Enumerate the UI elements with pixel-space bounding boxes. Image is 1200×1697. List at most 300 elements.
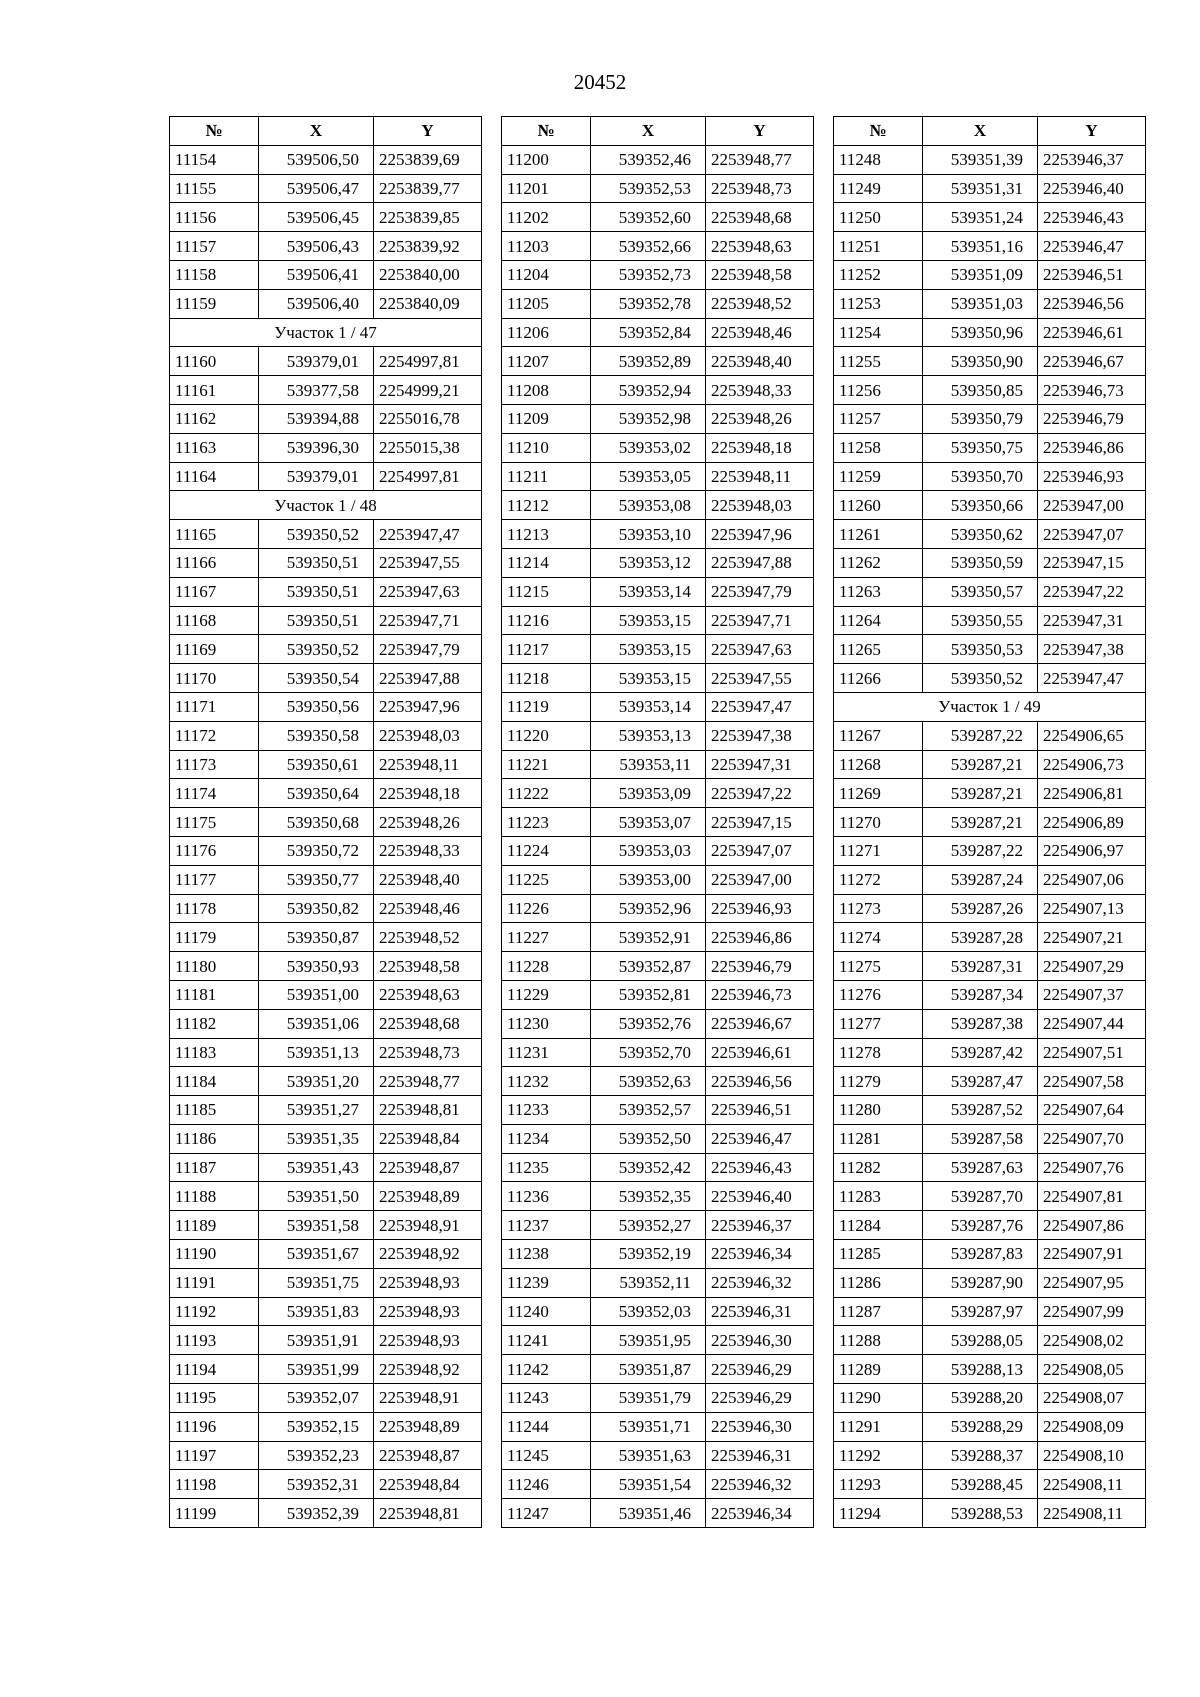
- header-x: X: [259, 117, 374, 146]
- y-coordinate-cell: 2254907,86: [1038, 1211, 1146, 1240]
- x-coordinate-cell: 539350,59: [923, 548, 1038, 577]
- x-coordinate-cell: 539351,46: [591, 1499, 706, 1528]
- table-row: [834, 203, 1146, 232]
- table-row: [170, 1412, 482, 1441]
- table-row: [170, 1096, 482, 1125]
- point-number-cell: 11220: [502, 721, 591, 750]
- x-coordinate-cell: 539352,07: [259, 1384, 374, 1413]
- point-number-cell: 11237: [502, 1211, 591, 1240]
- x-coordinate-cell: 539351,54: [591, 1470, 706, 1499]
- y-coordinate-cell: 2253946,47: [1038, 232, 1146, 261]
- header-number: №: [170, 117, 259, 146]
- point-number-cell: 11267: [834, 721, 923, 750]
- x-coordinate-cell: 539351,67: [259, 1240, 374, 1269]
- y-coordinate-cell: 2253948,87: [374, 1153, 482, 1182]
- x-coordinate-cell: 539352,60: [591, 203, 706, 232]
- y-coordinate-cell: 2254907,91: [1038, 1240, 1146, 1269]
- x-coordinate-cell: 539350,52: [923, 664, 1038, 693]
- x-coordinate-cell: 539352,89: [591, 347, 706, 376]
- table-row: [502, 462, 814, 491]
- table-row: [834, 145, 1146, 174]
- table-row: [170, 1268, 482, 1297]
- table-row: [834, 260, 1146, 289]
- x-coordinate-cell: 539379,01: [259, 462, 374, 491]
- y-coordinate-cell: 2253946,31: [706, 1441, 814, 1470]
- x-coordinate-cell: 539287,21: [923, 808, 1038, 837]
- point-number-cell: 11232: [502, 1067, 591, 1096]
- table-row: [170, 260, 482, 289]
- y-coordinate-cell: 2253947,55: [374, 548, 482, 577]
- x-coordinate-cell: 539351,20: [259, 1067, 374, 1096]
- point-number-cell: 11255: [834, 347, 923, 376]
- y-coordinate-cell: 2253839,92: [374, 232, 482, 261]
- x-coordinate-cell: 539352,42: [591, 1153, 706, 1182]
- y-coordinate-cell: 2253947,55: [706, 664, 814, 693]
- table-row: [170, 1153, 482, 1182]
- y-coordinate-cell: 2254906,73: [1038, 750, 1146, 779]
- table-row: [834, 289, 1146, 318]
- x-coordinate-cell: 539351,06: [259, 1009, 374, 1038]
- y-coordinate-cell: 2253948,63: [706, 232, 814, 261]
- table-row: [170, 1326, 482, 1355]
- y-coordinate-cell: 2254999,21: [374, 376, 482, 405]
- point-number-cell: 11180: [170, 952, 259, 981]
- table-row: [170, 376, 482, 405]
- x-coordinate-cell: 539351,91: [259, 1326, 374, 1355]
- x-coordinate-cell: 539351,95: [591, 1326, 706, 1355]
- point-number-cell: 11259: [834, 462, 923, 491]
- point-number-cell: 11173: [170, 750, 259, 779]
- y-coordinate-cell: 2253947,07: [706, 836, 814, 865]
- x-coordinate-cell: 539351,75: [259, 1268, 374, 1297]
- x-coordinate-cell: 539351,31: [923, 174, 1038, 203]
- table-row: [170, 836, 482, 865]
- table-row: [170, 721, 482, 750]
- y-coordinate-cell: 2253947,47: [706, 692, 814, 721]
- table-row: [170, 692, 482, 721]
- y-coordinate-cell: 2253946,32: [706, 1470, 814, 1499]
- point-number-cell: 11271: [834, 836, 923, 865]
- table-row: [834, 1067, 1146, 1096]
- table-row: [170, 1384, 482, 1413]
- y-coordinate-cell: 2253946,86: [706, 923, 814, 952]
- table-row: [834, 1470, 1146, 1499]
- table-row: [834, 894, 1146, 923]
- coordinates-table: [501, 116, 814, 1528]
- x-coordinate-cell: 539350,64: [259, 779, 374, 808]
- point-number-cell: 11197: [170, 1441, 259, 1470]
- x-coordinate-cell: 539352,39: [259, 1499, 374, 1528]
- y-coordinate-cell: 2253946,67: [1038, 347, 1146, 376]
- x-coordinate-cell: 539287,83: [923, 1240, 1038, 1269]
- table-row: [170, 577, 482, 606]
- point-number-cell: 11234: [502, 1124, 591, 1153]
- y-coordinate-cell: 2253947,79: [706, 577, 814, 606]
- table-row: [502, 808, 814, 837]
- y-coordinate-cell: 2253946,30: [706, 1326, 814, 1355]
- y-coordinate-cell: 2253947,31: [706, 750, 814, 779]
- header-number: №: [834, 117, 923, 146]
- point-number-cell: 11245: [502, 1441, 591, 1470]
- y-coordinate-cell: 2254997,81: [374, 462, 482, 491]
- table-row: [170, 1182, 482, 1211]
- point-number-cell: 11258: [834, 433, 923, 462]
- table-row: [834, 1211, 1146, 1240]
- table-header-row: [170, 117, 482, 146]
- y-coordinate-cell: 2254908,02: [1038, 1326, 1146, 1355]
- point-number-cell: 11161: [170, 376, 259, 405]
- point-number-cell: 11233: [502, 1096, 591, 1125]
- y-coordinate-cell: 2254907,81: [1038, 1182, 1146, 1211]
- y-coordinate-cell: 2253948,46: [706, 318, 814, 347]
- x-coordinate-cell: 539352,84: [591, 318, 706, 347]
- y-coordinate-cell: 2253946,61: [706, 1038, 814, 1067]
- table-row: [170, 1211, 482, 1240]
- y-coordinate-cell: 2253946,79: [706, 952, 814, 981]
- x-coordinate-cell: 539353,00: [591, 865, 706, 894]
- table-row: [502, 203, 814, 232]
- table-row: [502, 433, 814, 462]
- x-coordinate-cell: 539350,57: [923, 577, 1038, 606]
- table-row: [170, 808, 482, 837]
- table-row: [502, 779, 814, 808]
- x-coordinate-cell: 539352,31: [259, 1470, 374, 1499]
- table-row: [502, 347, 814, 376]
- point-number-cell: 11170: [170, 664, 259, 693]
- x-coordinate-cell: 539350,55: [923, 606, 1038, 635]
- table-row: [502, 1182, 814, 1211]
- point-number-cell: 11202: [502, 203, 591, 232]
- point-number-cell: 11243: [502, 1384, 591, 1413]
- point-number-cell: 11211: [502, 462, 591, 491]
- table-row: [170, 635, 482, 664]
- table-row: [502, 692, 814, 721]
- point-number-cell: 11190: [170, 1240, 259, 1269]
- point-number-cell: 11194: [170, 1355, 259, 1384]
- point-number-cell: 11195: [170, 1384, 259, 1413]
- table-row: [834, 232, 1146, 261]
- x-coordinate-cell: 539351,58: [259, 1211, 374, 1240]
- table-row: [170, 1240, 482, 1269]
- point-number-cell: 11278: [834, 1038, 923, 1067]
- x-coordinate-cell: 539352,57: [591, 1096, 706, 1125]
- x-coordinate-cell: 539350,61: [259, 750, 374, 779]
- y-coordinate-cell: 2254907,06: [1038, 865, 1146, 894]
- table-row: [502, 1009, 814, 1038]
- x-coordinate-cell: 539287,22: [923, 721, 1038, 750]
- x-coordinate-cell: 539288,20: [923, 1384, 1038, 1413]
- y-coordinate-cell: 2253948,73: [706, 174, 814, 203]
- table-row: [834, 1182, 1146, 1211]
- point-number-cell: 11187: [170, 1153, 259, 1182]
- x-coordinate-cell: 539352,96: [591, 894, 706, 923]
- table-row: [834, 1009, 1146, 1038]
- table-row: [502, 520, 814, 549]
- y-coordinate-cell: 2253947,15: [706, 808, 814, 837]
- point-number-cell: 11178: [170, 894, 259, 923]
- y-coordinate-cell: 2253946,61: [1038, 318, 1146, 347]
- y-coordinate-cell: 2253948,89: [374, 1412, 482, 1441]
- point-number-cell: 11160: [170, 347, 259, 376]
- point-number-cell: 11198: [170, 1470, 259, 1499]
- point-number-cell: 11277: [834, 1009, 923, 1038]
- point-number-cell: 11218: [502, 664, 591, 693]
- point-number-cell: 11174: [170, 779, 259, 808]
- y-coordinate-cell: 2254907,76: [1038, 1153, 1146, 1182]
- table-row: [170, 1009, 482, 1038]
- point-number-cell: 11228: [502, 952, 591, 981]
- point-number-cell: 11192: [170, 1297, 259, 1326]
- y-coordinate-cell: 2253946,47: [706, 1124, 814, 1153]
- point-number-cell: 11219: [502, 692, 591, 721]
- point-number-cell: 11186: [170, 1124, 259, 1153]
- x-coordinate-cell: 539350,96: [923, 318, 1038, 347]
- table-row: [502, 1211, 814, 1240]
- x-coordinate-cell: 539353,11: [591, 750, 706, 779]
- point-number-cell: 11240: [502, 1297, 591, 1326]
- x-coordinate-cell: 539350,51: [259, 606, 374, 635]
- point-number-cell: 11179: [170, 923, 259, 952]
- point-number-cell: 11156: [170, 203, 259, 232]
- point-number-cell: 11184: [170, 1067, 259, 1096]
- point-number-cell: 11290: [834, 1384, 923, 1413]
- y-coordinate-cell: 2253947,88: [706, 548, 814, 577]
- x-coordinate-cell: 539350,56: [259, 692, 374, 721]
- point-number-cell: 11191: [170, 1268, 259, 1297]
- x-coordinate-cell: 539352,70: [591, 1038, 706, 1067]
- y-coordinate-cell: 2253947,38: [1038, 635, 1146, 664]
- table-row: [834, 1268, 1146, 1297]
- table-row: [834, 1326, 1146, 1355]
- y-coordinate-cell: 2254907,51: [1038, 1038, 1146, 1067]
- y-coordinate-cell: 2253947,22: [706, 779, 814, 808]
- point-number-cell: 11270: [834, 808, 923, 837]
- x-coordinate-cell: 539287,38: [923, 1009, 1038, 1038]
- x-coordinate-cell: 539352,73: [591, 260, 706, 289]
- y-coordinate-cell: 2253948,58: [706, 260, 814, 289]
- point-number-cell: 11264: [834, 606, 923, 635]
- y-coordinate-cell: 2253946,51: [1038, 260, 1146, 289]
- table-row: [834, 865, 1146, 894]
- y-coordinate-cell: 2253948,11: [374, 750, 482, 779]
- point-number-cell: 11274: [834, 923, 923, 952]
- table-row: [170, 952, 482, 981]
- x-coordinate-cell: 539379,01: [259, 347, 374, 376]
- y-coordinate-cell: 2253947,63: [374, 577, 482, 606]
- table-row: [170, 750, 482, 779]
- y-coordinate-cell: 2254908,05: [1038, 1355, 1146, 1384]
- point-number-cell: 11185: [170, 1096, 259, 1125]
- coordinates-table-2: [501, 116, 814, 1528]
- y-coordinate-cell: 2253839,77: [374, 174, 482, 203]
- point-number-cell: 11261: [834, 520, 923, 549]
- x-coordinate-cell: 539352,11: [591, 1268, 706, 1297]
- y-coordinate-cell: 2253948,11: [706, 462, 814, 491]
- x-coordinate-cell: 539506,47: [259, 174, 374, 203]
- point-number-cell: 11217: [502, 635, 591, 664]
- table-body: [502, 145, 814, 1527]
- point-number-cell: 11212: [502, 491, 591, 520]
- table-row: [170, 232, 482, 261]
- y-coordinate-cell: 2253948,33: [374, 836, 482, 865]
- x-coordinate-cell: 539287,97: [923, 1297, 1038, 1326]
- table-header-row: [834, 117, 1146, 146]
- table-row: [170, 174, 482, 203]
- table-row: [834, 1384, 1146, 1413]
- table-row: [834, 1499, 1146, 1528]
- x-coordinate-cell: 539352,15: [259, 1412, 374, 1441]
- section-title: Участок 1 / 49: [834, 692, 1146, 721]
- table-row: [170, 404, 482, 433]
- point-number-cell: 11256: [834, 376, 923, 405]
- y-coordinate-cell: 2253948,73: [374, 1038, 482, 1067]
- y-coordinate-cell: 2253948,92: [374, 1355, 482, 1384]
- x-coordinate-cell: 539287,76: [923, 1211, 1038, 1240]
- table-row: [502, 1297, 814, 1326]
- point-number-cell: 11182: [170, 1009, 259, 1038]
- y-coordinate-cell: 2253948,84: [374, 1470, 482, 1499]
- point-number-cell: 11266: [834, 664, 923, 693]
- point-number-cell: 11265: [834, 635, 923, 664]
- table-row: [502, 635, 814, 664]
- point-number-cell: 11196: [170, 1412, 259, 1441]
- y-coordinate-cell: 2253948,40: [374, 865, 482, 894]
- x-coordinate-cell: 539350,77: [259, 865, 374, 894]
- point-number-cell: 11231: [502, 1038, 591, 1067]
- point-number-cell: 11169: [170, 635, 259, 664]
- table-row: [502, 577, 814, 606]
- x-coordinate-cell: 539287,21: [923, 779, 1038, 808]
- table-row: [834, 952, 1146, 981]
- header-number: №: [502, 117, 591, 146]
- x-coordinate-cell: 539351,35: [259, 1124, 374, 1153]
- point-number-cell: 11213: [502, 520, 591, 549]
- y-coordinate-cell: 2253947,47: [374, 520, 482, 549]
- x-coordinate-cell: 539351,00: [259, 980, 374, 1009]
- x-coordinate-cell: 539287,24: [923, 865, 1038, 894]
- point-number-cell: 11241: [502, 1326, 591, 1355]
- table-row: [502, 145, 814, 174]
- y-coordinate-cell: 2253948,92: [374, 1240, 482, 1269]
- table-row: [834, 520, 1146, 549]
- x-coordinate-cell: 539353,07: [591, 808, 706, 837]
- table-row: [502, 894, 814, 923]
- point-number-cell: 11276: [834, 980, 923, 1009]
- y-coordinate-cell: 2253946,93: [1038, 462, 1146, 491]
- point-number-cell: 11172: [170, 721, 259, 750]
- point-number-cell: 11216: [502, 606, 591, 635]
- table-row: [170, 779, 482, 808]
- x-coordinate-cell: 539350,87: [259, 923, 374, 952]
- y-coordinate-cell: 2253948,26: [374, 808, 482, 837]
- x-coordinate-cell: 539287,31: [923, 952, 1038, 981]
- x-coordinate-cell: 539506,41: [259, 260, 374, 289]
- x-coordinate-cell: 539352,87: [591, 952, 706, 981]
- point-number-cell: 11242: [502, 1355, 591, 1384]
- point-number-cell: 11252: [834, 260, 923, 289]
- point-number-cell: 11294: [834, 1499, 923, 1528]
- x-coordinate-cell: 539351,50: [259, 1182, 374, 1211]
- point-number-cell: 11225: [502, 865, 591, 894]
- x-coordinate-cell: 539352,35: [591, 1182, 706, 1211]
- point-number-cell: 11280: [834, 1096, 923, 1125]
- point-number-cell: 11204: [502, 260, 591, 289]
- point-number-cell: 11203: [502, 232, 591, 261]
- table-row: [834, 923, 1146, 952]
- table-row: [502, 1240, 814, 1269]
- y-coordinate-cell: 2253947,07: [1038, 520, 1146, 549]
- point-number-cell: 11282: [834, 1153, 923, 1182]
- y-coordinate-cell: 2253946,29: [706, 1384, 814, 1413]
- y-coordinate-cell: 2253948,58: [374, 952, 482, 981]
- point-number-cell: 11292: [834, 1441, 923, 1470]
- y-coordinate-cell: 2253946,93: [706, 894, 814, 923]
- x-coordinate-cell: 539351,99: [259, 1355, 374, 1384]
- table-row: [834, 347, 1146, 376]
- x-coordinate-cell: 539352,98: [591, 404, 706, 433]
- y-coordinate-cell: 2253946,37: [706, 1211, 814, 1240]
- x-coordinate-cell: 539352,53: [591, 174, 706, 203]
- table-row: [834, 1124, 1146, 1153]
- point-number-cell: 11230: [502, 1009, 591, 1038]
- point-number-cell: 11293: [834, 1470, 923, 1499]
- x-coordinate-cell: 539288,45: [923, 1470, 1038, 1499]
- table-row: [502, 750, 814, 779]
- table-row: [834, 1038, 1146, 1067]
- y-coordinate-cell: 2254997,81: [374, 347, 482, 376]
- point-number-cell: 11209: [502, 404, 591, 433]
- table-header-row: [502, 117, 814, 146]
- y-coordinate-cell: 2253948,93: [374, 1297, 482, 1326]
- table-row: [170, 664, 482, 693]
- section-header-row: [834, 692, 1146, 721]
- coordinates-table-1: [169, 116, 482, 1528]
- table-row: [170, 203, 482, 232]
- x-coordinate-cell: 539350,51: [259, 577, 374, 606]
- point-number-cell: 11285: [834, 1240, 923, 1269]
- y-coordinate-cell: 2253946,51: [706, 1096, 814, 1125]
- x-coordinate-cell: 539351,83: [259, 1297, 374, 1326]
- y-coordinate-cell: 2253948,03: [374, 721, 482, 750]
- point-number-cell: 11201: [502, 174, 591, 203]
- x-coordinate-cell: 539287,34: [923, 980, 1038, 1009]
- table-row: [834, 376, 1146, 405]
- y-coordinate-cell: 2254907,29: [1038, 952, 1146, 981]
- table-row: [834, 750, 1146, 779]
- y-coordinate-cell: 2253946,56: [1038, 289, 1146, 318]
- y-coordinate-cell: 2253947,47: [1038, 664, 1146, 693]
- y-coordinate-cell: 2253946,34: [706, 1240, 814, 1269]
- x-coordinate-cell: 539287,58: [923, 1124, 1038, 1153]
- y-coordinate-cell: 2254907,64: [1038, 1096, 1146, 1125]
- table-row: [502, 980, 814, 1009]
- point-number-cell: 11223: [502, 808, 591, 837]
- y-coordinate-cell: 2253948,93: [374, 1268, 482, 1297]
- point-number-cell: 11260: [834, 491, 923, 520]
- table-row: [834, 1441, 1146, 1470]
- coordinates-table: [833, 116, 1146, 1528]
- table-row: [834, 577, 1146, 606]
- point-number-cell: 11177: [170, 865, 259, 894]
- x-coordinate-cell: 539287,90: [923, 1268, 1038, 1297]
- y-coordinate-cell: 2255016,78: [374, 404, 482, 433]
- table-row: [834, 462, 1146, 491]
- point-number-cell: 11222: [502, 779, 591, 808]
- table-row: [502, 1412, 814, 1441]
- table-row: [834, 1096, 1146, 1125]
- y-coordinate-cell: 2254908,10: [1038, 1441, 1146, 1470]
- table-row: [170, 347, 482, 376]
